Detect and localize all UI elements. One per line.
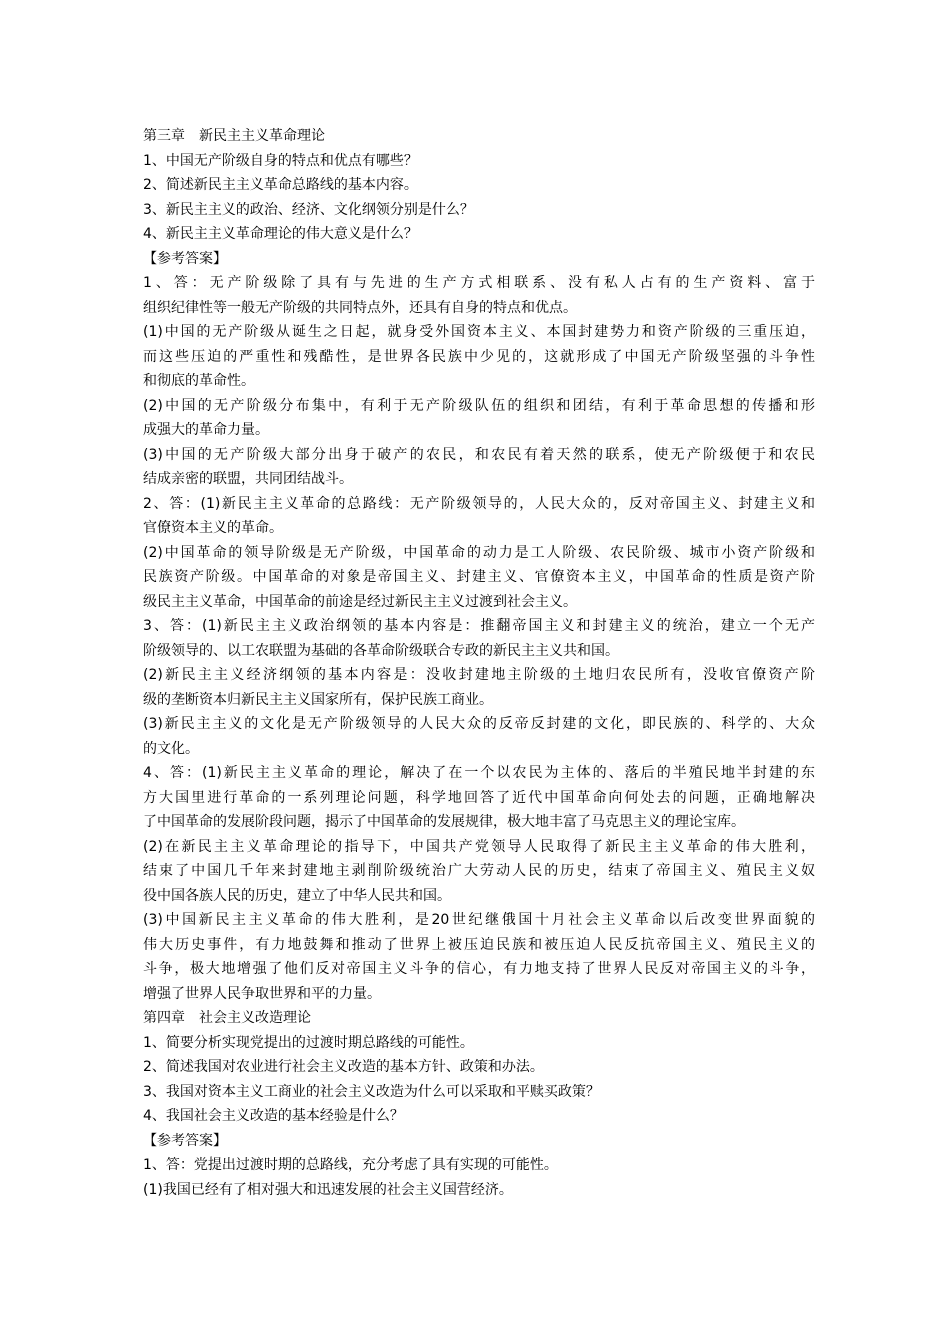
text-line: 斗争，极大地增强了他们反对帝国主义斗争的信心，有力地支持了世界人民反对帝国主义的斗争， — [143, 961, 815, 977]
text-line: (2)中国的无产阶级分布集中，有利于无产阶级队伍的组织和团结，有利于革命思想的传播和形 — [143, 397, 815, 414]
text-line: (1)中国的无产阶级从诞生之日起，就身受外国资本主义、本国封建势力和资产阶级的三重压迫， — [143, 324, 815, 340]
paragraph — [143, 1129, 815, 1154]
text-line: 伟大历史事件，有力地鼓舞和推动了世界上被压迫民族和被压迫人民反抗帝国主义、殖民主义的 — [143, 936, 815, 953]
paragraph — [143, 124, 815, 149]
paragraph — [143, 761, 815, 835]
text-line: (1)我国已经有了相对强大和迅速发展的社会主义国营经济。 — [143, 1181, 513, 1198]
paragraph — [143, 712, 815, 761]
paragraph — [143, 320, 815, 394]
text-line: 而这些压迫的严重性和残酷性，是世界各民族中少见的，这就形成了中国无产阶级坚强的斗争性 — [143, 348, 815, 365]
text-line: 组织纪律性等一般无产阶级的共同特点外，还具有自身的特点和优点。 — [143, 299, 577, 316]
paragraph — [143, 614, 815, 663]
paragraph — [143, 663, 815, 712]
paragraph — [143, 1006, 815, 1031]
text-line: (2)中国革命的领导阶级是无产阶级，中国革命的动力是工人阶级、农民阶级、城市小资产阶级和 — [143, 544, 815, 561]
text-line: (3)新民主主义的文化是无产阶级领导的人民大众的反帝反封建的文化，即民族的、科学的、大众 — [143, 716, 815, 732]
paragraph — [143, 198, 815, 223]
text-line: 结束了中国几千年来封建地主剥削阶级统治广大劳动人民的历史，结束了帝国主义、殖民主义奴 — [143, 863, 815, 879]
paragraph — [143, 222, 815, 247]
text-line: 第三章 新民主主义革命理论 — [143, 128, 325, 144]
paragraph — [143, 492, 815, 541]
text-line: 增强了世界人民争取世界和平的力量。 — [143, 985, 381, 1002]
paragraph — [143, 1080, 815, 1105]
paragraph — [143, 908, 815, 1006]
text-line: 第四章 社会主义改造理论 — [143, 1010, 311, 1026]
text-line: 3、答：(1)新民主主义政治纲领的基本内容是：推翻帝国主义和封建主义的统治，建立一个无产 — [143, 618, 815, 634]
text-line: 3、我国对资本主义工商业的社会主义改造为什么可以采取和平赎买政策？ — [143, 1083, 600, 1100]
text-line: 1、答：党提出过渡时期的总路线，充分考虑了具有实现的可能性。 — [143, 1157, 558, 1173]
text-line: 1、简要分析实现党提出的过渡时期总路线的可能性。 — [143, 1034, 474, 1051]
text-line: 和彻底的革命性。 — [143, 373, 255, 389]
text-line: 役中国各族人民的历史，建立了中华人民共和国。 — [143, 887, 451, 904]
text-line: 的文化。 — [143, 740, 199, 757]
paragraph — [143, 443, 815, 492]
text-line: (3)中国的无产阶级大部分出身于破产的农民，和农民有着天然的联系，使无产阶级便于和农民 — [143, 446, 815, 463]
paragraph — [143, 247, 815, 272]
text-line: 4、我国社会主义改造的基本经验是什么？ — [143, 1108, 404, 1124]
text-line: 4、新民主主义革命理论的伟大意义是什么？ — [143, 226, 418, 242]
paragraph — [143, 1031, 815, 1056]
paragraph — [143, 149, 815, 174]
paragraph — [143, 835, 815, 909]
paragraph — [143, 541, 815, 615]
text-line: 阶级领导的、以工农联盟为基础的各革命阶级联合专政的新民主主义共和国。 — [143, 642, 619, 659]
text-line: 了中国革命的发展阶段问题，揭示了中国革命的发展规律，极大地丰富了马克思主义的理论宝库。 — [143, 814, 745, 830]
text-line: 1、中国无产阶级自身的特点和优点有哪些？ — [143, 152, 418, 169]
text-line: 民族资产阶级。中国革命的对象是帝国主义、封建主义、官僚资本主义，中国革命的性质是资产阶 — [143, 569, 815, 585]
text-line: 结成亲密的联盟，共同团结战斗。 — [143, 471, 353, 487]
document-page — [143, 124, 815, 1202]
text-line: 【参考答案】 — [143, 250, 227, 267]
paragraph — [143, 1178, 815, 1203]
text-line: 4、答：(1)新民主主义革命的理论，解决了在一个以农民为主体的、落后的半殖民地半封建的东 — [143, 765, 815, 781]
paragraph — [143, 1104, 815, 1129]
text-line: 官僚资本主义的革命。 — [143, 520, 283, 536]
text-line: 成强大的革命力量。 — [143, 422, 269, 438]
paragraph — [143, 1153, 815, 1178]
text-line: (2)新民主主义经济纲领的基本内容是：没收封建地主阶级的土地归农民所有，没收官僚资产阶 — [143, 667, 815, 683]
paragraph — [143, 1055, 815, 1080]
text-line: 级的垄断资本归新民主主义国家所有，保护民族工商业。 — [143, 691, 493, 708]
text-line: 2、简述我国对农业进行社会主义改造的基本方针、政策和办法。 — [143, 1059, 544, 1075]
text-line: (2)在新民主主义革命理论的指导下，中国共产党领导人民取得了新民主主义革命的伟大胜利， — [143, 838, 815, 855]
text-line: 1、答：无产阶级除了具有与先进的生产方式相联系、没有私人占有的生产资料、富于 — [143, 275, 815, 291]
text-line: 【参考答案】 — [143, 1132, 227, 1149]
text-line: 2、简述新民主主义革命总路线的基本内容。 — [143, 177, 418, 193]
paragraph — [143, 271, 815, 320]
text-line: (3)中国新民主主义革命的伟大胜利，是20世纪继俄国十月社会主义革命以后改变世界面貌的 — [143, 912, 815, 928]
paragraph — [143, 173, 815, 198]
text-line: 方大国里进行革命的一系列理论问题，科学地回答了近代中国革命向何处去的问题，正确地解决 — [143, 789, 815, 806]
paragraph — [143, 394, 815, 443]
text-line: 级民主主义革命，中国革命的前途是经过新民主主义过渡到社会主义。 — [143, 593, 577, 610]
text-line: 2、答：(1)新民主主义革命的总路线：无产阶级领导的，人民大众的，反对帝国主义、封建主义和 — [143, 495, 815, 512]
text-line: 3、新民主主义的政治、经济、文化纲领分别是什么？ — [143, 201, 474, 218]
